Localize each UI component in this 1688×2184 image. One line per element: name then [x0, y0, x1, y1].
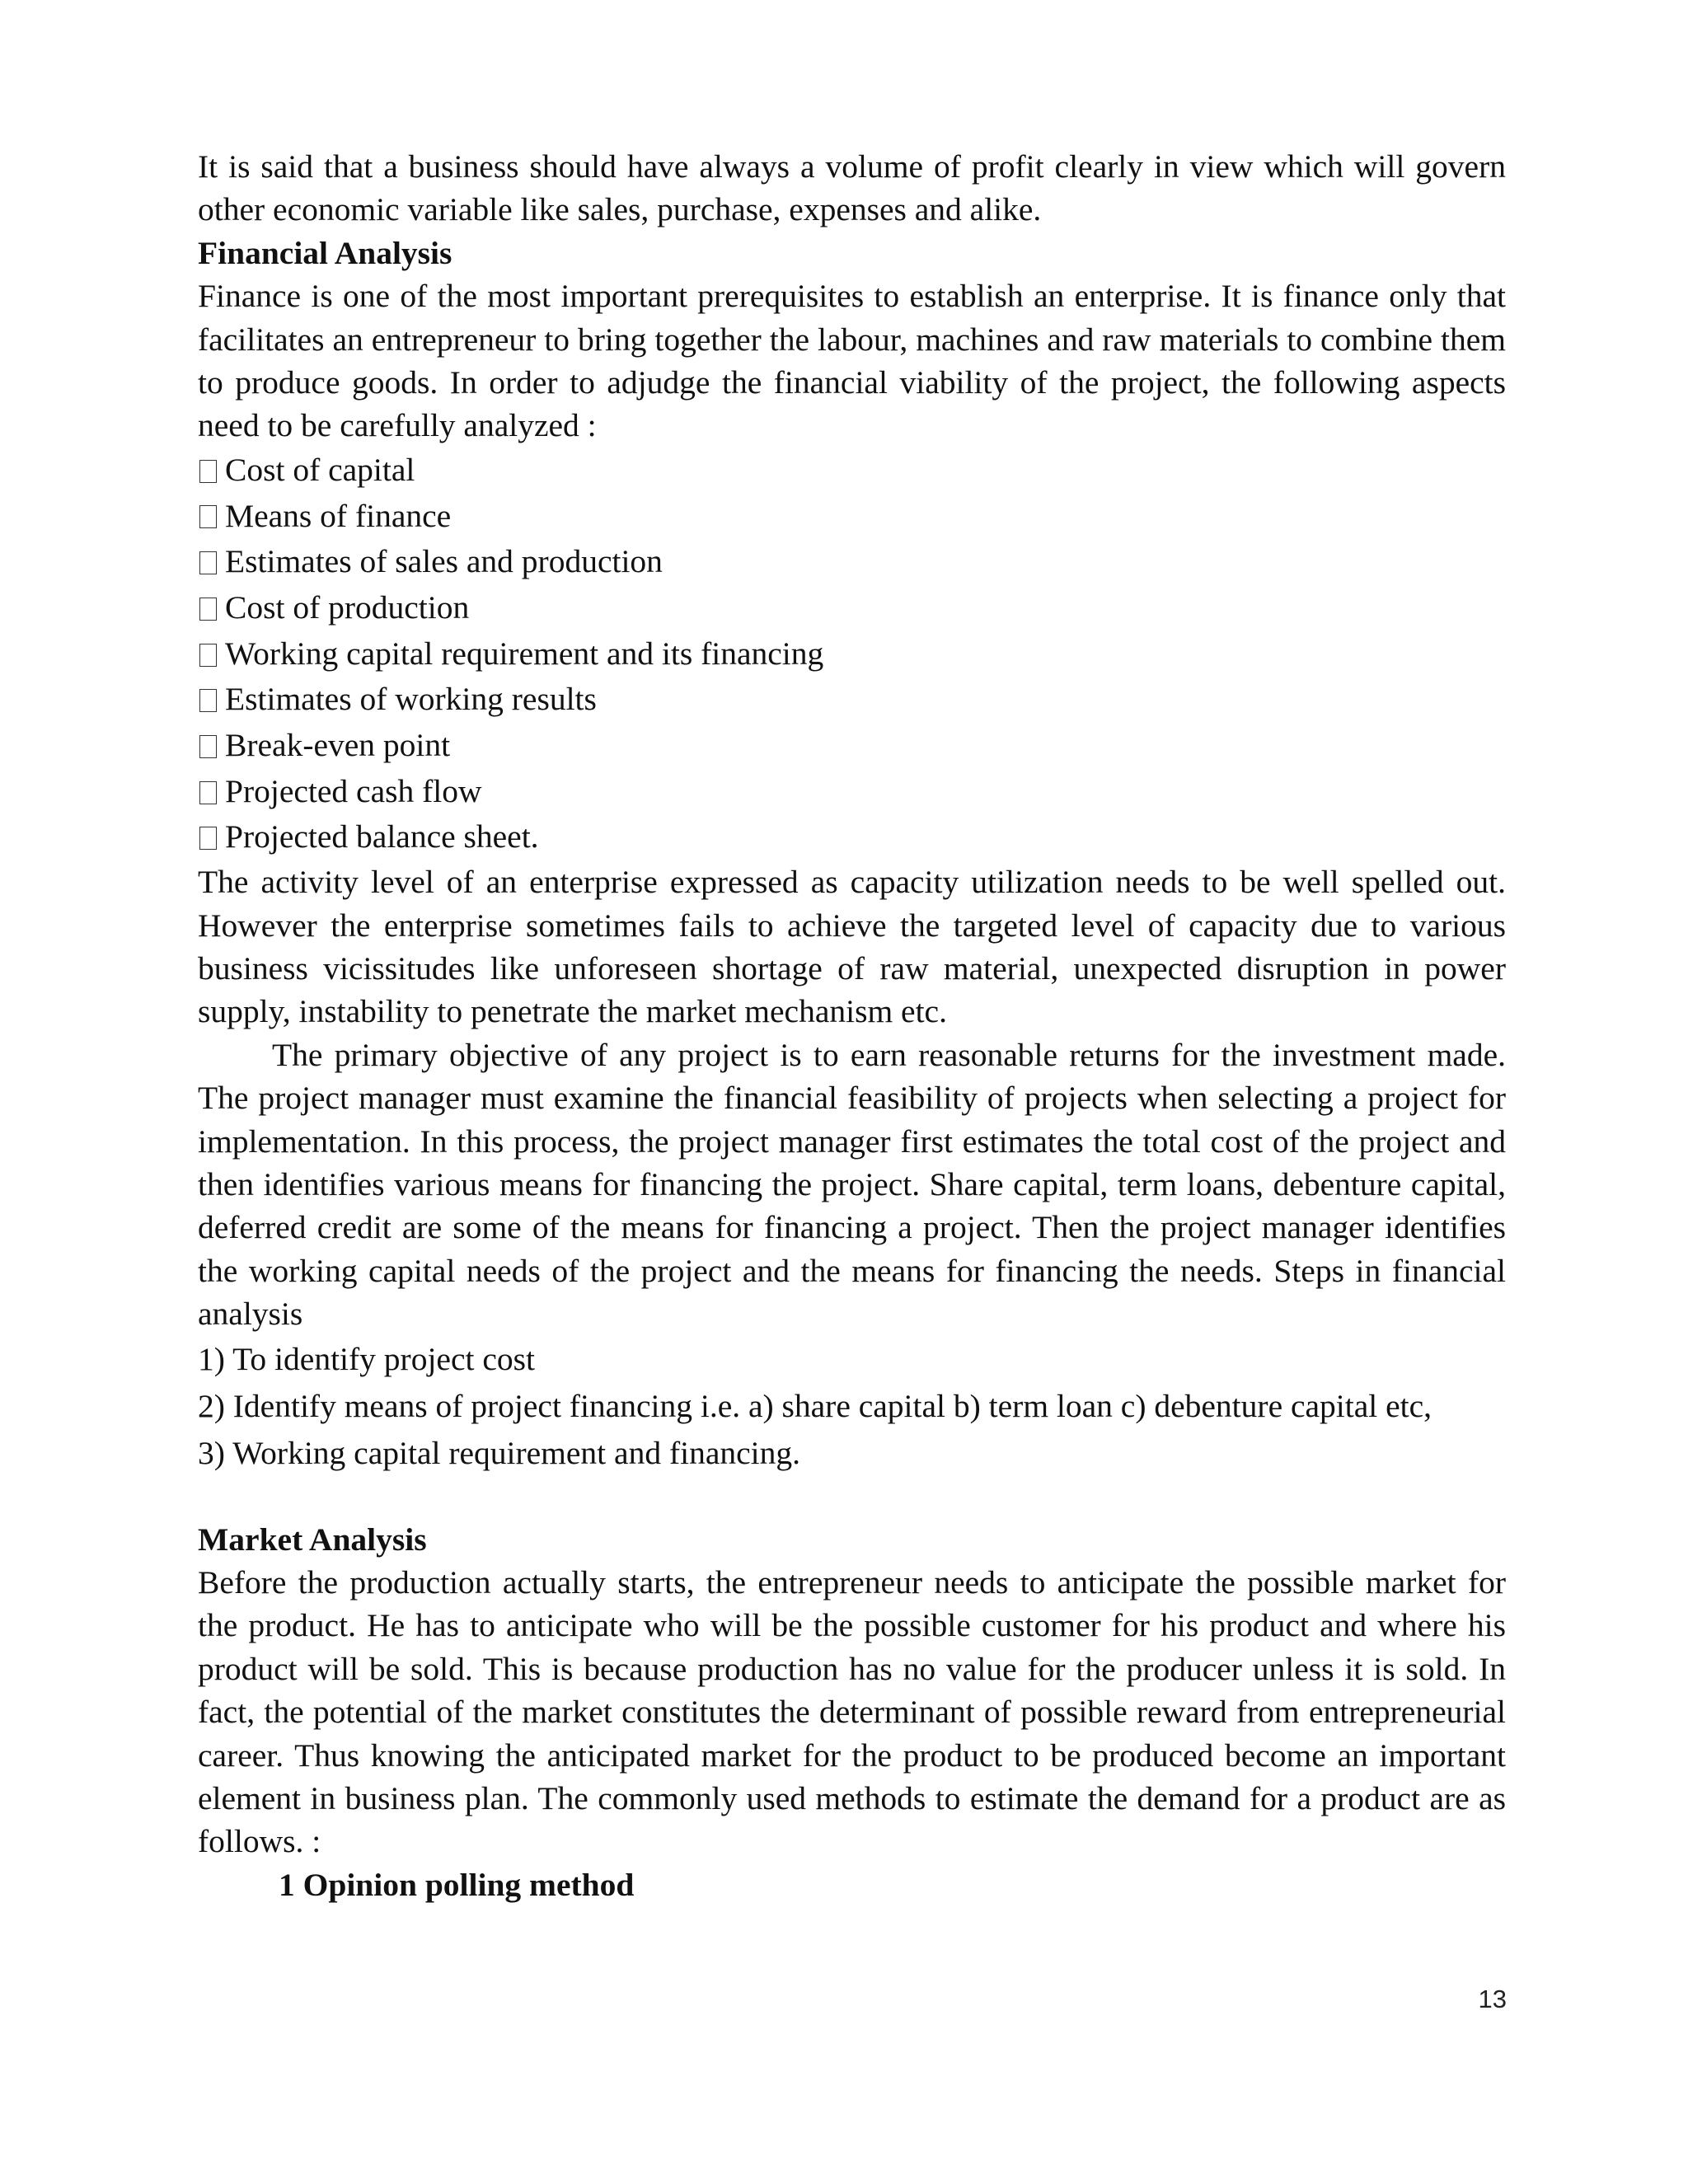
list-item: Working capital requirement and its financing — [198, 631, 1506, 677]
list-item: 3) Working capital requirement and financing. — [198, 1434, 800, 1471]
missing-glyph-icon — [199, 827, 217, 850]
missing-glyph-icon — [199, 644, 217, 667]
financial-paragraph-1: Finance is one of the most important prerequisites to establish an enterprise. It is finance only that facilitates an entrepreneur to bring together the labour, machines and raw materials to combine them to produce goods. In order to adjudge the financial viability of the project, the following aspects need to be carefully analyzed : — [198, 278, 1506, 444]
page-number: 13 — [1478, 1985, 1507, 2013]
financial-analysis-heading: Financial Analysis — [198, 234, 452, 271]
opinion-polling-subheading: 1 Opinion polling method — [279, 1866, 635, 1903]
list-item: Means of finance — [198, 494, 1506, 540]
financial-paragraph-2: The activity level of an enterprise expressed as capacity utilization needs to be well spelled out. However the enterprise sometimes fails to achieve the targeted level of capacity due to various business vicissitudes like unforeseen shortage of raw material, unexpected disruption in power supply, instability to penetrate the market mechanism etc. — [198, 864, 1506, 1030]
list-item: 1) To identify project cost — [198, 1340, 535, 1377]
list-item: Break-even point — [198, 723, 1506, 769]
financial-steps-list — [198, 1336, 1506, 1477]
list-item: Cost of production — [198, 585, 1506, 631]
market-paragraph-1: Before the production actually starts, the entrepreneur needs to anticipate the possible market for the product. He has to anticipate who will be the possible customer for his product and where his product will be sold. This is because production has no value for the producer unless it is sold. In fact, the potential of the market constitutes the determinant of possible reward from entrepreneurial career. Thus knowing the anticipated market for the product to be produced become an important element in business plan. The commonly used methods to estimate the demand for a product are as follows. : — [198, 1564, 1506, 1860]
list-item: Projected cash flow — [198, 769, 1506, 815]
missing-glyph-icon — [199, 551, 217, 574]
missing-glyph-icon — [199, 781, 217, 804]
missing-glyph-icon — [199, 505, 217, 528]
financial-aspects-list — [198, 448, 1506, 860]
list-item: 2) Identify means of project financing i.e. a) share capital b) term loan c) debenture capital etc, — [198, 1387, 1432, 1424]
list-item: Projected balance sheet. — [198, 814, 1506, 860]
missing-glyph-icon — [199, 689, 217, 712]
missing-glyph-icon — [199, 598, 217, 621]
page-body — [198, 145, 1506, 1906]
missing-glyph-icon — [199, 460, 217, 483]
list-item: Estimates of sales and production — [198, 539, 1506, 585]
market-analysis-heading: Market Analysis — [198, 1521, 427, 1558]
list-item: Cost of capital — [198, 448, 1506, 494]
missing-glyph-icon — [199, 735, 217, 758]
section-spacer — [198, 1477, 1506, 1518]
list-item: Estimates of working results — [198, 677, 1506, 723]
intro-paragraph: It is said that a business should have always a volume of profit clearly in view which will govern other economic variable like sales, purchase, expenses and alike. — [198, 148, 1506, 228]
financial-paragraph-3: The primary objective of any project is to earn reasonable returns for the investment made. The project manager must examine the financial feasibility of projects when selecting a project for implementation. In this process, the project manager first estimates the total cost of the project and then identifies various means for financing the project. Share capital, term loans, debenture capital, deferred credit are some of the means for financing a project. Then the project manager identifies the working capital needs of the project and the means for financing the needs. Steps in financial analysis — [198, 1036, 1506, 1333]
